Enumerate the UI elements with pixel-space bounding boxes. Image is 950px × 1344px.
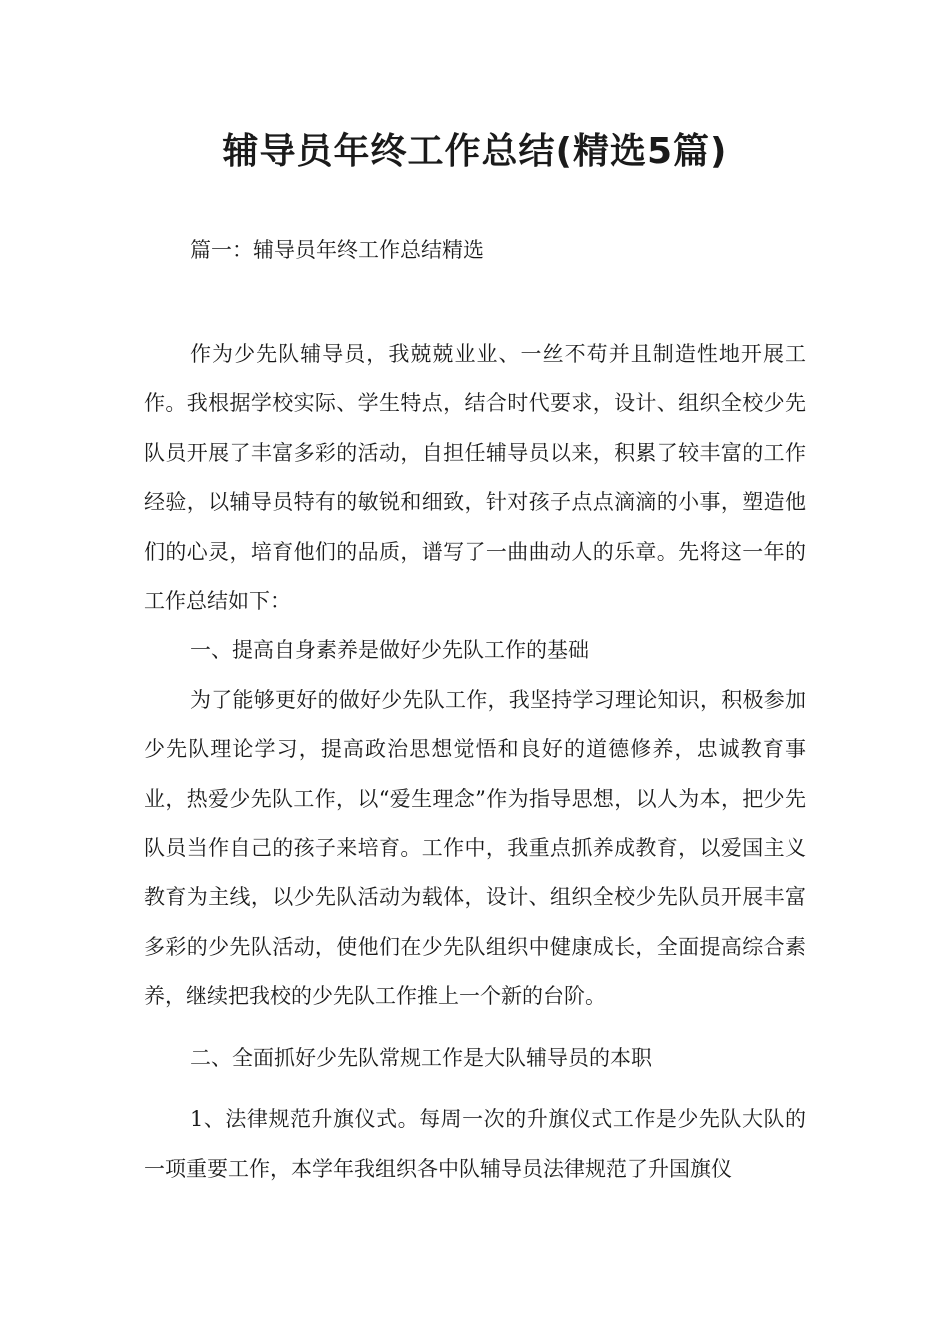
paragraph-intro: 作为少先队辅导员，我兢兢业业、一丝不苟并且制造性地开展工作。我根据学校实际、学生特点，结合时代要求，设计、组织全校少先队员开展了丰富多彩的活动，自担任辅导员以来，积累了较丰富的工作经验，以辅导员特有的敏锐和细致，针对孩子点点滴滴的小事，塑造他们的心灵，培育他们的品质，谱写了一曲曲动人的乐章。先将这一年的工作总结如下： (144, 342, 806, 614)
paragraph-flag-ceremony: 1、法律规范升旗仪式。每周一次的升旗仪式工作是少先队大队的一项重要工作，本学年我组织各中队辅导员法律规范了升国旗仪 (144, 1107, 806, 1181)
document-body (144, 330, 806, 1194)
document-title: 辅导员年终工作总结(精选5篇) (222, 131, 728, 172)
paragraph-part-one: 为了能够更好的做好少先队工作，我坚持学习理论知识，积极参加少先队理论学习，提高政治思想觉悟和良好的道德修养，忠诚教育事业，热爱少先队工作，以“爱生理念”作为指导思想，以人为本，把少先队员当作自己的孩子来培育。工作中，我重点抓养成教育，以爱国主义教育为主线，以少先队活动为载体，设计、组织全校少先队员开展丰富多彩的少先队活动，使他们在少先队组织中健康成长，全面提高综合素养，继续把我校的少先队工作推上一个新的台阶。 (144, 687, 806, 1009)
section-heading: 篇一：辅导员年终工作总结精选 (190, 238, 484, 262)
heading-part-one: 一、提高自身素养是做好少先队工作的基础 (190, 638, 589, 663)
heading-part-two: 二、全面抓好少先队常规工作是大队辅导员的本职 (190, 1045, 652, 1070)
